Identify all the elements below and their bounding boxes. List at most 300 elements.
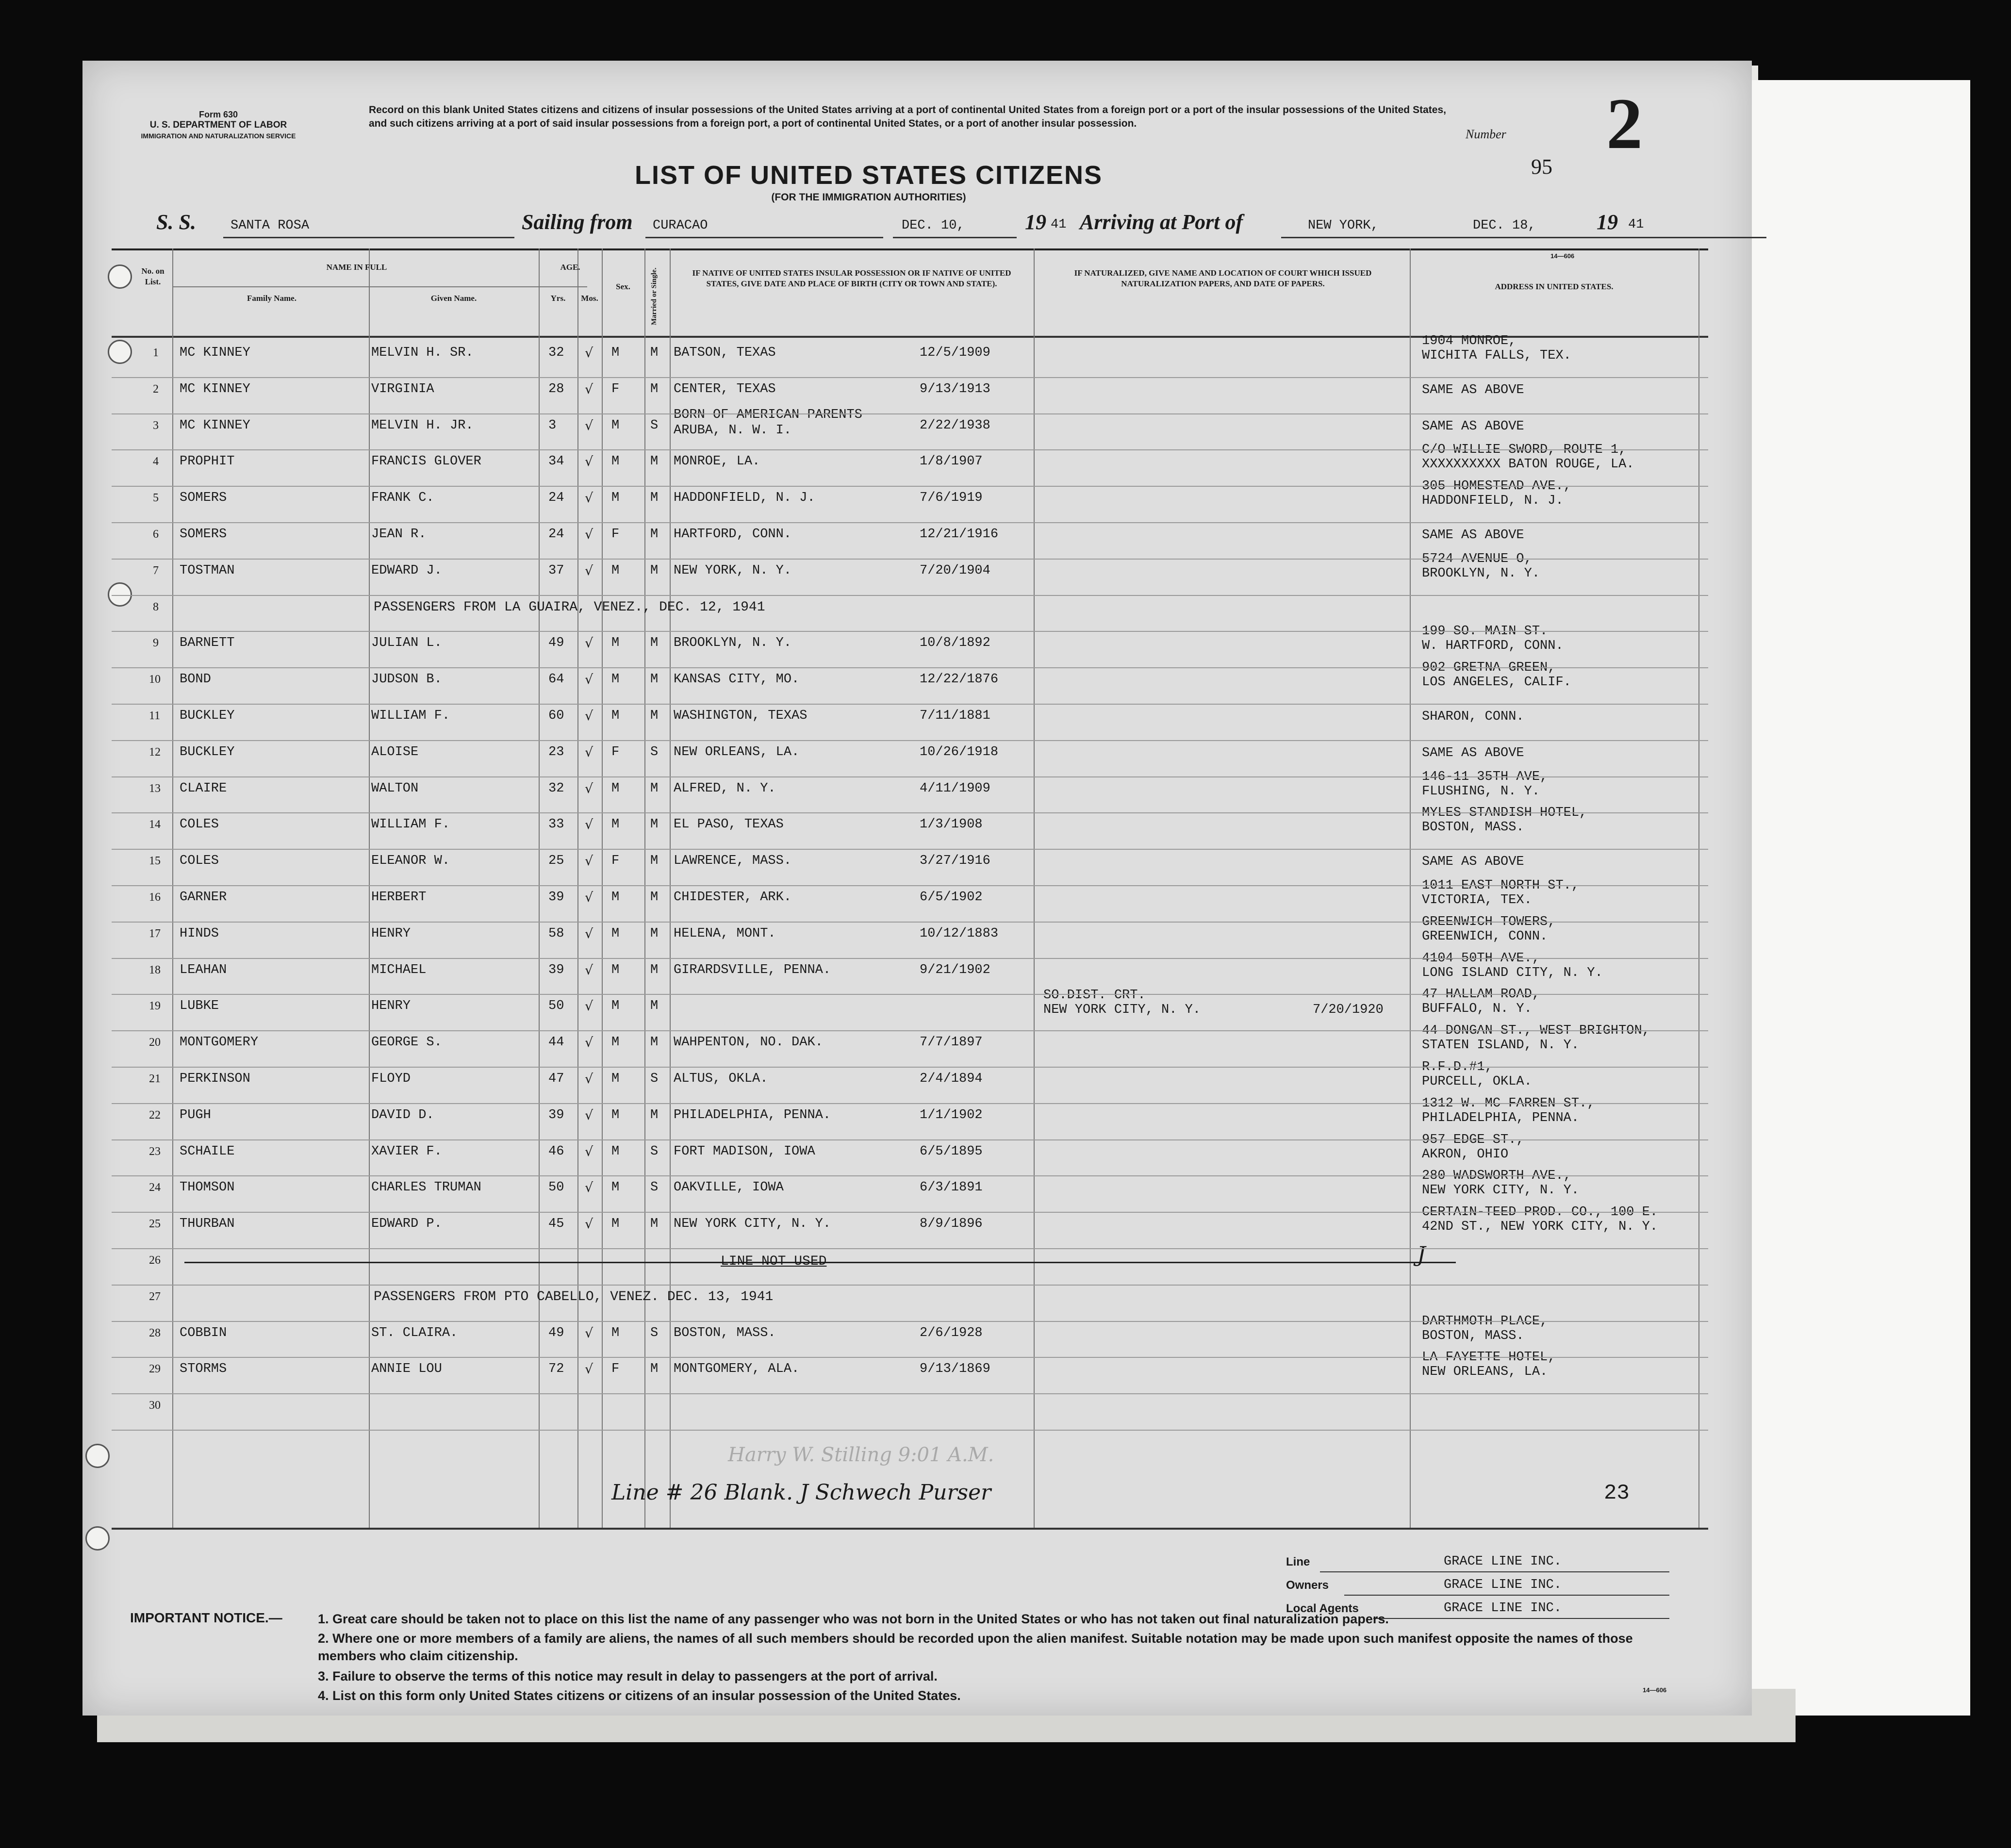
- purser-note: Line # 26 Blank. J Schwech Purser: [611, 1480, 991, 1505]
- row-number: 23: [149, 1145, 161, 1158]
- table-bottom-rule: [112, 1528, 1708, 1530]
- given-name: HENRY: [371, 926, 411, 941]
- row-number: 20: [149, 1036, 161, 1049]
- birth-date: 10/8/1892: [920, 636, 990, 651]
- row-number: 16: [149, 891, 161, 904]
- address-line2: HADDONFIELD, N. J.: [1422, 494, 1564, 509]
- check-mark-icon: √: [585, 1217, 593, 1232]
- sex: M: [611, 1035, 620, 1050]
- address-line1: SAME AS ABOVE: [1422, 419, 1524, 434]
- check-mark-icon: √: [585, 926, 593, 941]
- age-years: 37: [548, 563, 564, 578]
- row-number: 30: [149, 1399, 161, 1412]
- sex: M: [611, 817, 620, 832]
- faint-signature: Harry W. Stilling 9:01 A.M.: [728, 1444, 994, 1466]
- arrival-port: NEW YORK,: [1308, 218, 1379, 233]
- birth-place: KANSAS CITY, MO.: [674, 672, 800, 687]
- age-years: 39: [548, 1107, 564, 1122]
- page-subtitle: (FOR THE IMMIGRATION AUTHORITIES): [771, 192, 966, 203]
- birth-place: WASHINGTON, TEXAS: [674, 709, 808, 723]
- sex: M: [611, 1180, 620, 1195]
- given-name: GEORGE S.: [371, 1035, 442, 1050]
- birth-place: WAHPENTON, NO. DAK.: [674, 1035, 823, 1050]
- depart-year: 41: [1051, 217, 1067, 232]
- header-yrs: Yrs.: [550, 294, 566, 303]
- address-line2: XXXXXXXXXX BATON ROUGE, LA.: [1422, 457, 1634, 472]
- family-name: PUGH: [180, 1107, 211, 1122]
- family-name: LEAHAN: [180, 962, 227, 977]
- marital-status: S: [650, 1325, 659, 1340]
- birth-date: 7/7/1897: [920, 1035, 983, 1050]
- family-name: PERKINSON: [180, 1072, 250, 1086]
- given-name: JEAN R.: [371, 527, 427, 542]
- family-name: MONTGOMERY: [180, 1035, 259, 1050]
- marital-status: S: [650, 744, 659, 759]
- check-mark-icon: √: [585, 1107, 593, 1123]
- row-number: 3: [153, 419, 159, 432]
- line-value: GRACE LINE INC.: [1444, 1554, 1562, 1569]
- header-married-single: Married or Single.: [650, 267, 658, 325]
- line-not-used: LINE NOT USED: [721, 1254, 827, 1269]
- age-years: 28: [548, 381, 564, 396]
- sex: M: [611, 781, 620, 796]
- check-mark-icon: √: [585, 1144, 593, 1159]
- check-mark-icon: √: [585, 1072, 593, 1087]
- sex: M: [611, 672, 620, 687]
- ship-name: SANTA ROSA: [231, 218, 310, 233]
- address-line2: LONG ISLAND CITY, N. Y.: [1422, 965, 1603, 980]
- birth-date: 8/9/1896: [920, 1217, 983, 1232]
- address-line1: MYLES STANDISH HOTEL,: [1422, 806, 1587, 821]
- address-line1: 44 DONGAN ST., WEST BRIGHTON,: [1422, 1023, 1650, 1039]
- table-row: [112, 1205, 1708, 1248]
- row-number: 8: [153, 600, 159, 613]
- given-name: XAVIER F.: [371, 1144, 442, 1159]
- check-mark-icon: √: [585, 1180, 593, 1196]
- table-row: [112, 1393, 1708, 1429]
- agents-label: Local Agents: [1286, 1602, 1359, 1615]
- passenger-count: 23: [1604, 1481, 1630, 1505]
- row-number: 13: [149, 782, 161, 795]
- marital-status: M: [650, 1035, 659, 1050]
- family-name: GARNER: [180, 890, 227, 905]
- marital-status: M: [650, 709, 659, 723]
- row-number: 7: [153, 564, 159, 577]
- form-instructions: Record on this blank United States citizens and citizens of insular possessions of the United States arriving at a port of continental United States from a foreign port or a port of the insular possessions of the United States, and such citizens arriving at a port of said insular possessions from a foreign port, a port of continental United States, or a port of another insular possession.: [369, 104, 1446, 129]
- family-name: SOMERS: [180, 491, 227, 506]
- sex: M: [611, 1072, 620, 1086]
- family-name: TOSTMAN: [180, 563, 235, 578]
- address-line1: LA FAYETTE HOTEL,: [1422, 1350, 1556, 1365]
- address-line2: NEW ORLEANS, LA.: [1422, 1365, 1548, 1380]
- table-row: [112, 479, 1708, 522]
- notice-item-1: 1. Great care should be taken not to place on this list the name of any passenger who was not born in the United States or who has not taken out final naturalization papers.: [318, 1612, 1389, 1626]
- family-name: BUCKLEY: [180, 709, 235, 723]
- address-line1: 280 WADSWORTH AVE.,: [1422, 1169, 1571, 1184]
- age-years: 49: [548, 636, 564, 651]
- row-number: 11: [149, 710, 161, 722]
- family-name: LUBKE: [180, 999, 219, 1014]
- birth-date: 2/4/1894: [920, 1072, 983, 1086]
- table-row: [112, 704, 1708, 740]
- address-line2: BOSTON, MASS.: [1422, 1328, 1524, 1343]
- page-number: 95: [1531, 155, 1552, 179]
- family-name: THOMSON: [180, 1180, 235, 1195]
- table-row: [112, 1350, 1708, 1393]
- row-number: 18: [149, 963, 161, 976]
- address-line2: PURCELL, OKLA.: [1422, 1074, 1532, 1089]
- age-years: 49: [548, 1325, 564, 1340]
- table-row: [112, 806, 1708, 848]
- marital-status: M: [650, 527, 659, 542]
- marital-status: M: [650, 491, 659, 506]
- birth-place: ALFRED, N. Y.: [674, 781, 776, 796]
- address-line1: 5724 AVENUE O,: [1422, 551, 1532, 566]
- family-name: CLAIRE: [180, 781, 227, 796]
- row-number: 29: [149, 1363, 161, 1376]
- age-years: 24: [548, 491, 564, 506]
- birth-place: MONTGOMERY, ALA.: [674, 1362, 800, 1377]
- address-line2: W. HARTFORD, CONN.: [1422, 639, 1564, 654]
- list-number: 2: [1606, 83, 1643, 164]
- address-line1: SAME AS ABOVE: [1422, 855, 1524, 870]
- table-row: [112, 377, 1708, 413]
- age-years: 45: [548, 1217, 564, 1232]
- row-number: 9: [153, 637, 159, 650]
- name-header-rule: [172, 286, 585, 287]
- birth-date: 3/27/1916: [920, 854, 990, 869]
- age-years: 39: [548, 890, 564, 905]
- sex: F: [611, 1362, 620, 1377]
- row-number: 5: [153, 492, 159, 505]
- birth-date: 6/3/1891: [920, 1180, 983, 1195]
- row-number: 17: [149, 927, 161, 940]
- marital-status: M: [650, 926, 659, 941]
- header-family-name: Family Name.: [247, 294, 297, 303]
- age-years: 23: [548, 744, 564, 759]
- address-line1: 1011 EAST NORTH ST.,: [1422, 878, 1580, 893]
- address-line2: VICTORIA, TEX.: [1422, 893, 1532, 908]
- check-mark-icon: √: [585, 817, 593, 833]
- age-years: 58: [548, 926, 564, 941]
- birth-place: EL PASO, TEXAS: [674, 817, 784, 832]
- table-row: [112, 1242, 1708, 1284]
- sex: M: [611, 962, 620, 977]
- row-number: 21: [149, 1072, 161, 1085]
- sex: M: [611, 1144, 620, 1159]
- birth-date: 7/11/1881: [920, 709, 990, 723]
- check-mark-icon: √: [585, 1362, 593, 1377]
- sex: M: [611, 491, 620, 506]
- given-name: VIRGINIA: [371, 381, 434, 396]
- age-years: 46: [548, 1144, 564, 1159]
- given-name: JUDSON B.: [371, 672, 442, 687]
- sex: M: [611, 636, 620, 651]
- punch-hole-icon: [85, 1444, 110, 1468]
- birth-date: 6/5/1902: [920, 890, 983, 905]
- address-line1: 902 GRETNA GREEN,: [1422, 660, 1556, 676]
- given-name: FRANCIS GLOVER: [371, 454, 481, 469]
- birth-date: 1/1/1902: [920, 1107, 983, 1122]
- family-name: PROPHIT: [180, 454, 235, 469]
- address-line1: SAME AS ABOVE: [1422, 528, 1524, 543]
- birth-date: 7/20/1904: [920, 563, 990, 578]
- from-port: CURACAO: [653, 218, 708, 233]
- birth-place: FORT MADISON, IOWA: [674, 1144, 815, 1159]
- arriving-label: Arriving at Port of: [1080, 210, 1243, 234]
- family-name: STORMS: [180, 1362, 227, 1377]
- birth-date: 2/22/1938: [920, 418, 990, 433]
- check-mark-icon: √: [585, 454, 593, 470]
- row-number: 25: [149, 1218, 161, 1231]
- sex: M: [611, 926, 620, 941]
- age-years: 64: [548, 672, 564, 687]
- birth-place: OAKVILLE, IOWA: [674, 1180, 784, 1195]
- check-mark-icon: √: [585, 781, 593, 796]
- address-line1: 1312 W. MC FARREN ST.,: [1422, 1096, 1595, 1111]
- age-years: 32: [548, 781, 564, 796]
- punch-hole-icon: [85, 1526, 110, 1551]
- age-years: 50: [548, 999, 564, 1014]
- page-title: LIST OF UNITED STATES CITIZENS: [635, 161, 1103, 190]
- sex: F: [611, 527, 620, 542]
- family-name: COLES: [180, 817, 219, 832]
- sex: M: [611, 1217, 620, 1232]
- row-number: 26: [149, 1254, 161, 1267]
- sex: F: [611, 854, 620, 869]
- check-mark-icon: √: [585, 744, 593, 760]
- table-row: [112, 551, 1708, 594]
- birth-date: 12/21/1916: [920, 527, 999, 542]
- sex: M: [611, 418, 620, 433]
- birth-place: GIRARDSVILLE, PENNA.: [674, 962, 831, 977]
- row-number: 19: [149, 1000, 161, 1013]
- age-years: 47: [548, 1072, 564, 1086]
- birth-place-line2: ARUBA, N. W. I.: [674, 423, 792, 438]
- birth-place: NEW YORK CITY, N. Y.: [674, 1217, 831, 1232]
- check-mark-icon: √: [585, 890, 593, 905]
- header-no: No. on List.: [141, 266, 165, 286]
- birth-date: 9/21/1902: [920, 962, 990, 977]
- sex: M: [611, 1107, 620, 1122]
- birth-date: 4/11/1909: [920, 781, 990, 796]
- address-line1: SAME AS ABOVE: [1422, 745, 1524, 760]
- depart-date: DEC. 10,: [902, 218, 965, 233]
- marital-status: M: [650, 781, 659, 796]
- handwritten-initial: J: [1417, 1242, 1426, 1267]
- table-row: [112, 334, 1708, 377]
- form-number: Form 630: [198, 110, 238, 119]
- birth-date: 6/5/1895: [920, 1144, 983, 1159]
- birth-date: 10/12/1883: [920, 926, 999, 941]
- family-name: SOMERS: [180, 527, 227, 542]
- family-name: SCHAILE: [180, 1144, 235, 1159]
- sex: F: [611, 381, 620, 396]
- family-name: MC KINNEY: [180, 346, 250, 360]
- address-line1: SAME AS ABOVE: [1422, 382, 1524, 397]
- birth-place: PHILADELPHIA, PENNA.: [674, 1107, 831, 1122]
- given-name: EDWARD P.: [371, 1217, 442, 1232]
- given-name: HERBERT: [371, 890, 427, 905]
- birth-date: 10/26/1918: [920, 744, 999, 759]
- given-name: ELEANOR W.: [371, 854, 450, 869]
- check-mark-icon: √: [585, 709, 593, 724]
- address-line1: 146-11 35TH AVE,: [1422, 769, 1548, 784]
- notice-item-4: 4. List on this form only United States citizens or citizens of an insular possession of the United States.: [318, 1688, 961, 1703]
- check-mark-icon: √: [585, 636, 593, 651]
- table-top-rule: [112, 248, 1708, 250]
- naturalization-date: 7/20/1920: [1313, 1003, 1384, 1018]
- given-name: ALOISE: [371, 744, 419, 759]
- punch-hole-icon: [108, 264, 132, 289]
- naturalization-court: SO.DIST. CRT.: [1043, 988, 1146, 1003]
- given-name: ST. CLAIRA.: [371, 1325, 458, 1340]
- age-years: 60: [548, 709, 564, 723]
- family-name: MC KINNEY: [180, 418, 250, 433]
- age-years: 33: [548, 817, 564, 832]
- birth-place: CENTER, TEXAS: [674, 381, 776, 396]
- marital-status: S: [650, 1072, 659, 1086]
- row-number: 27: [149, 1290, 161, 1303]
- given-name: WILLIAM F.: [371, 817, 450, 832]
- family-name: BOND: [180, 672, 211, 687]
- given-name: JULIAN L.: [371, 636, 442, 651]
- row-number: 1: [153, 346, 159, 359]
- marital-status: M: [650, 454, 659, 469]
- given-name: WILLIAM F.: [371, 709, 450, 723]
- address-line2: STATEN ISLAND, N. Y.: [1422, 1038, 1580, 1053]
- address-line1: 957 EDGE ST.,: [1422, 1132, 1524, 1147]
- header-given-name: Given Name.: [430, 294, 477, 303]
- important-notice-heading: IMPORTANT NOTICE.—: [130, 1610, 282, 1625]
- birth-place: BATSON, TEXAS: [674, 346, 776, 360]
- birth-date: 1/3/1908: [920, 817, 983, 832]
- birth-date: 9/13/1869: [920, 1362, 990, 1377]
- sex: M: [611, 709, 620, 723]
- address-line1: R.F.D.#1,: [1422, 1060, 1493, 1074]
- age-years: 44: [548, 1035, 564, 1050]
- marital-status: M: [650, 854, 659, 869]
- sex: M: [611, 563, 620, 578]
- agents-value: GRACE LINE INC.: [1444, 1601, 1562, 1616]
- address-line1: 199 SO. MAIN ST.: [1422, 624, 1548, 639]
- back-sheet: [1742, 80, 1970, 1716]
- age-years: 50: [548, 1180, 564, 1195]
- family-name: BARNETT: [180, 636, 235, 651]
- address-line1: DARTHMOTH PLACE,: [1422, 1314, 1548, 1329]
- row-number: 15: [149, 855, 161, 868]
- family-name: COLES: [180, 854, 219, 869]
- table-row: [112, 660, 1708, 703]
- arrival-year: 41: [1628, 217, 1644, 232]
- marital-status: S: [650, 1180, 659, 1195]
- birth-date: 9/13/1913: [920, 381, 990, 396]
- row-number: 28: [149, 1326, 161, 1339]
- number-label: Number: [1466, 127, 1506, 141]
- marital-status: M: [650, 636, 659, 651]
- header-address: ADDRESS IN UNITED STATES.: [1495, 282, 1614, 291]
- section-heading: PASSENGERS FROM LA GUAIRA, VENEZ., DEC. 12, 1941: [374, 599, 765, 615]
- birth-date: 1/8/1907: [920, 454, 983, 469]
- row-number: 12: [149, 745, 161, 759]
- check-mark-icon: √: [585, 1325, 593, 1341]
- address-line1: CERTAIN-TEED PROD. CO., 100 E.: [1422, 1205, 1658, 1220]
- address-line2: WICHITA FALLS, TEX.: [1422, 348, 1571, 363]
- header-mos: Mos.: [581, 294, 598, 303]
- check-mark-icon: √: [585, 1035, 593, 1051]
- given-name: EDWARD J.: [371, 563, 442, 578]
- check-mark-icon: √: [585, 491, 593, 506]
- given-name: ANNIE LOU: [371, 1362, 442, 1377]
- marital-status: M: [650, 1217, 659, 1232]
- sex: M: [611, 346, 620, 360]
- address-line1: GREENWICH TOWERS,: [1422, 914, 1556, 929]
- age-years: 39: [548, 962, 564, 977]
- address-line2: LOS ANGELES, CALIF.: [1422, 675, 1571, 690]
- marital-status: S: [650, 1144, 659, 1159]
- birth-date: 12/22/1876: [920, 672, 999, 687]
- arrival-date: DEC. 18,: [1473, 218, 1536, 233]
- age-years: 72: [548, 1362, 564, 1377]
- check-mark-icon: √: [585, 418, 593, 433]
- birth-place: HADDONFIELD, N. J.: [674, 491, 815, 506]
- birth-place: ALTUS, OKLA.: [674, 1072, 768, 1086]
- birth-place: HARTFORD, CONN.: [674, 527, 792, 542]
- marital-status: M: [650, 563, 659, 578]
- print-code-bottom: 14—606: [1643, 1686, 1667, 1694]
- birth-place: BORN OF AMERICAN PARENTS: [674, 407, 862, 422]
- birth-place: LAWRENCE, MASS.: [674, 854, 792, 869]
- check-mark-icon: √: [585, 999, 593, 1014]
- address-line2: BOSTON, MASS.: [1422, 820, 1524, 835]
- arrival-year-prefix: 19: [1597, 210, 1618, 234]
- address-line1: SHARON, CONN.: [1422, 710, 1524, 724]
- sex: M: [611, 454, 620, 469]
- age-years: 34: [548, 454, 564, 469]
- address-line1: 1904 MONROE,: [1422, 334, 1516, 348]
- address-line2: BUFFALO, N. Y.: [1422, 1002, 1532, 1017]
- row-number: 6: [153, 528, 159, 541]
- marital-status: M: [650, 962, 659, 977]
- age-years: 32: [548, 346, 564, 360]
- row-number: 22: [149, 1108, 161, 1122]
- row-number: 14: [149, 818, 161, 831]
- address-line1: C/O WILLIE SWORD, ROUTE 1,: [1422, 443, 1627, 458]
- form-identifier: [124, 109, 313, 141]
- family-name: MC KINNEY: [180, 381, 250, 396]
- given-name: HENRY: [371, 999, 411, 1014]
- birth-place: NEW ORLEANS, LA.: [674, 744, 800, 759]
- address-line2: PHILADELPHIA, PENNA.: [1422, 1110, 1580, 1125]
- line-label: Line: [1286, 1555, 1310, 1568]
- sailing-label: Sailing from: [522, 210, 633, 234]
- header-birth: IF NATIVE OF UNITED STATES INSULAR POSSESSION OR IF NATIVE OF UNITED STATES, GIVE DATE AND PLACE OF BIRTH (CITY OR TOWN AND STATE).: [692, 268, 1011, 288]
- birth-date: 7/6/1919: [920, 491, 983, 506]
- birth-place: BROOKLYN, N. Y.: [674, 636, 792, 651]
- family-name: HINDS: [180, 926, 219, 941]
- check-mark-icon: √: [585, 962, 593, 978]
- marital-status: M: [650, 999, 659, 1014]
- marital-status: S: [650, 418, 659, 433]
- birth-date: 12/5/1909: [920, 346, 990, 360]
- birth-place: HELENA, MONT.: [674, 926, 776, 941]
- marital-status: M: [650, 890, 659, 905]
- address-line2: GREENWICH, CONN.: [1422, 929, 1548, 944]
- notice-item-3: 3. Failure to observe the terms of this notice may result in delay to passengers at the port of arrival.: [318, 1669, 938, 1683]
- marital-status: M: [650, 817, 659, 832]
- given-name: CHARLES TRUMAN: [371, 1180, 481, 1195]
- owners-value: GRACE LINE INC.: [1444, 1578, 1562, 1592]
